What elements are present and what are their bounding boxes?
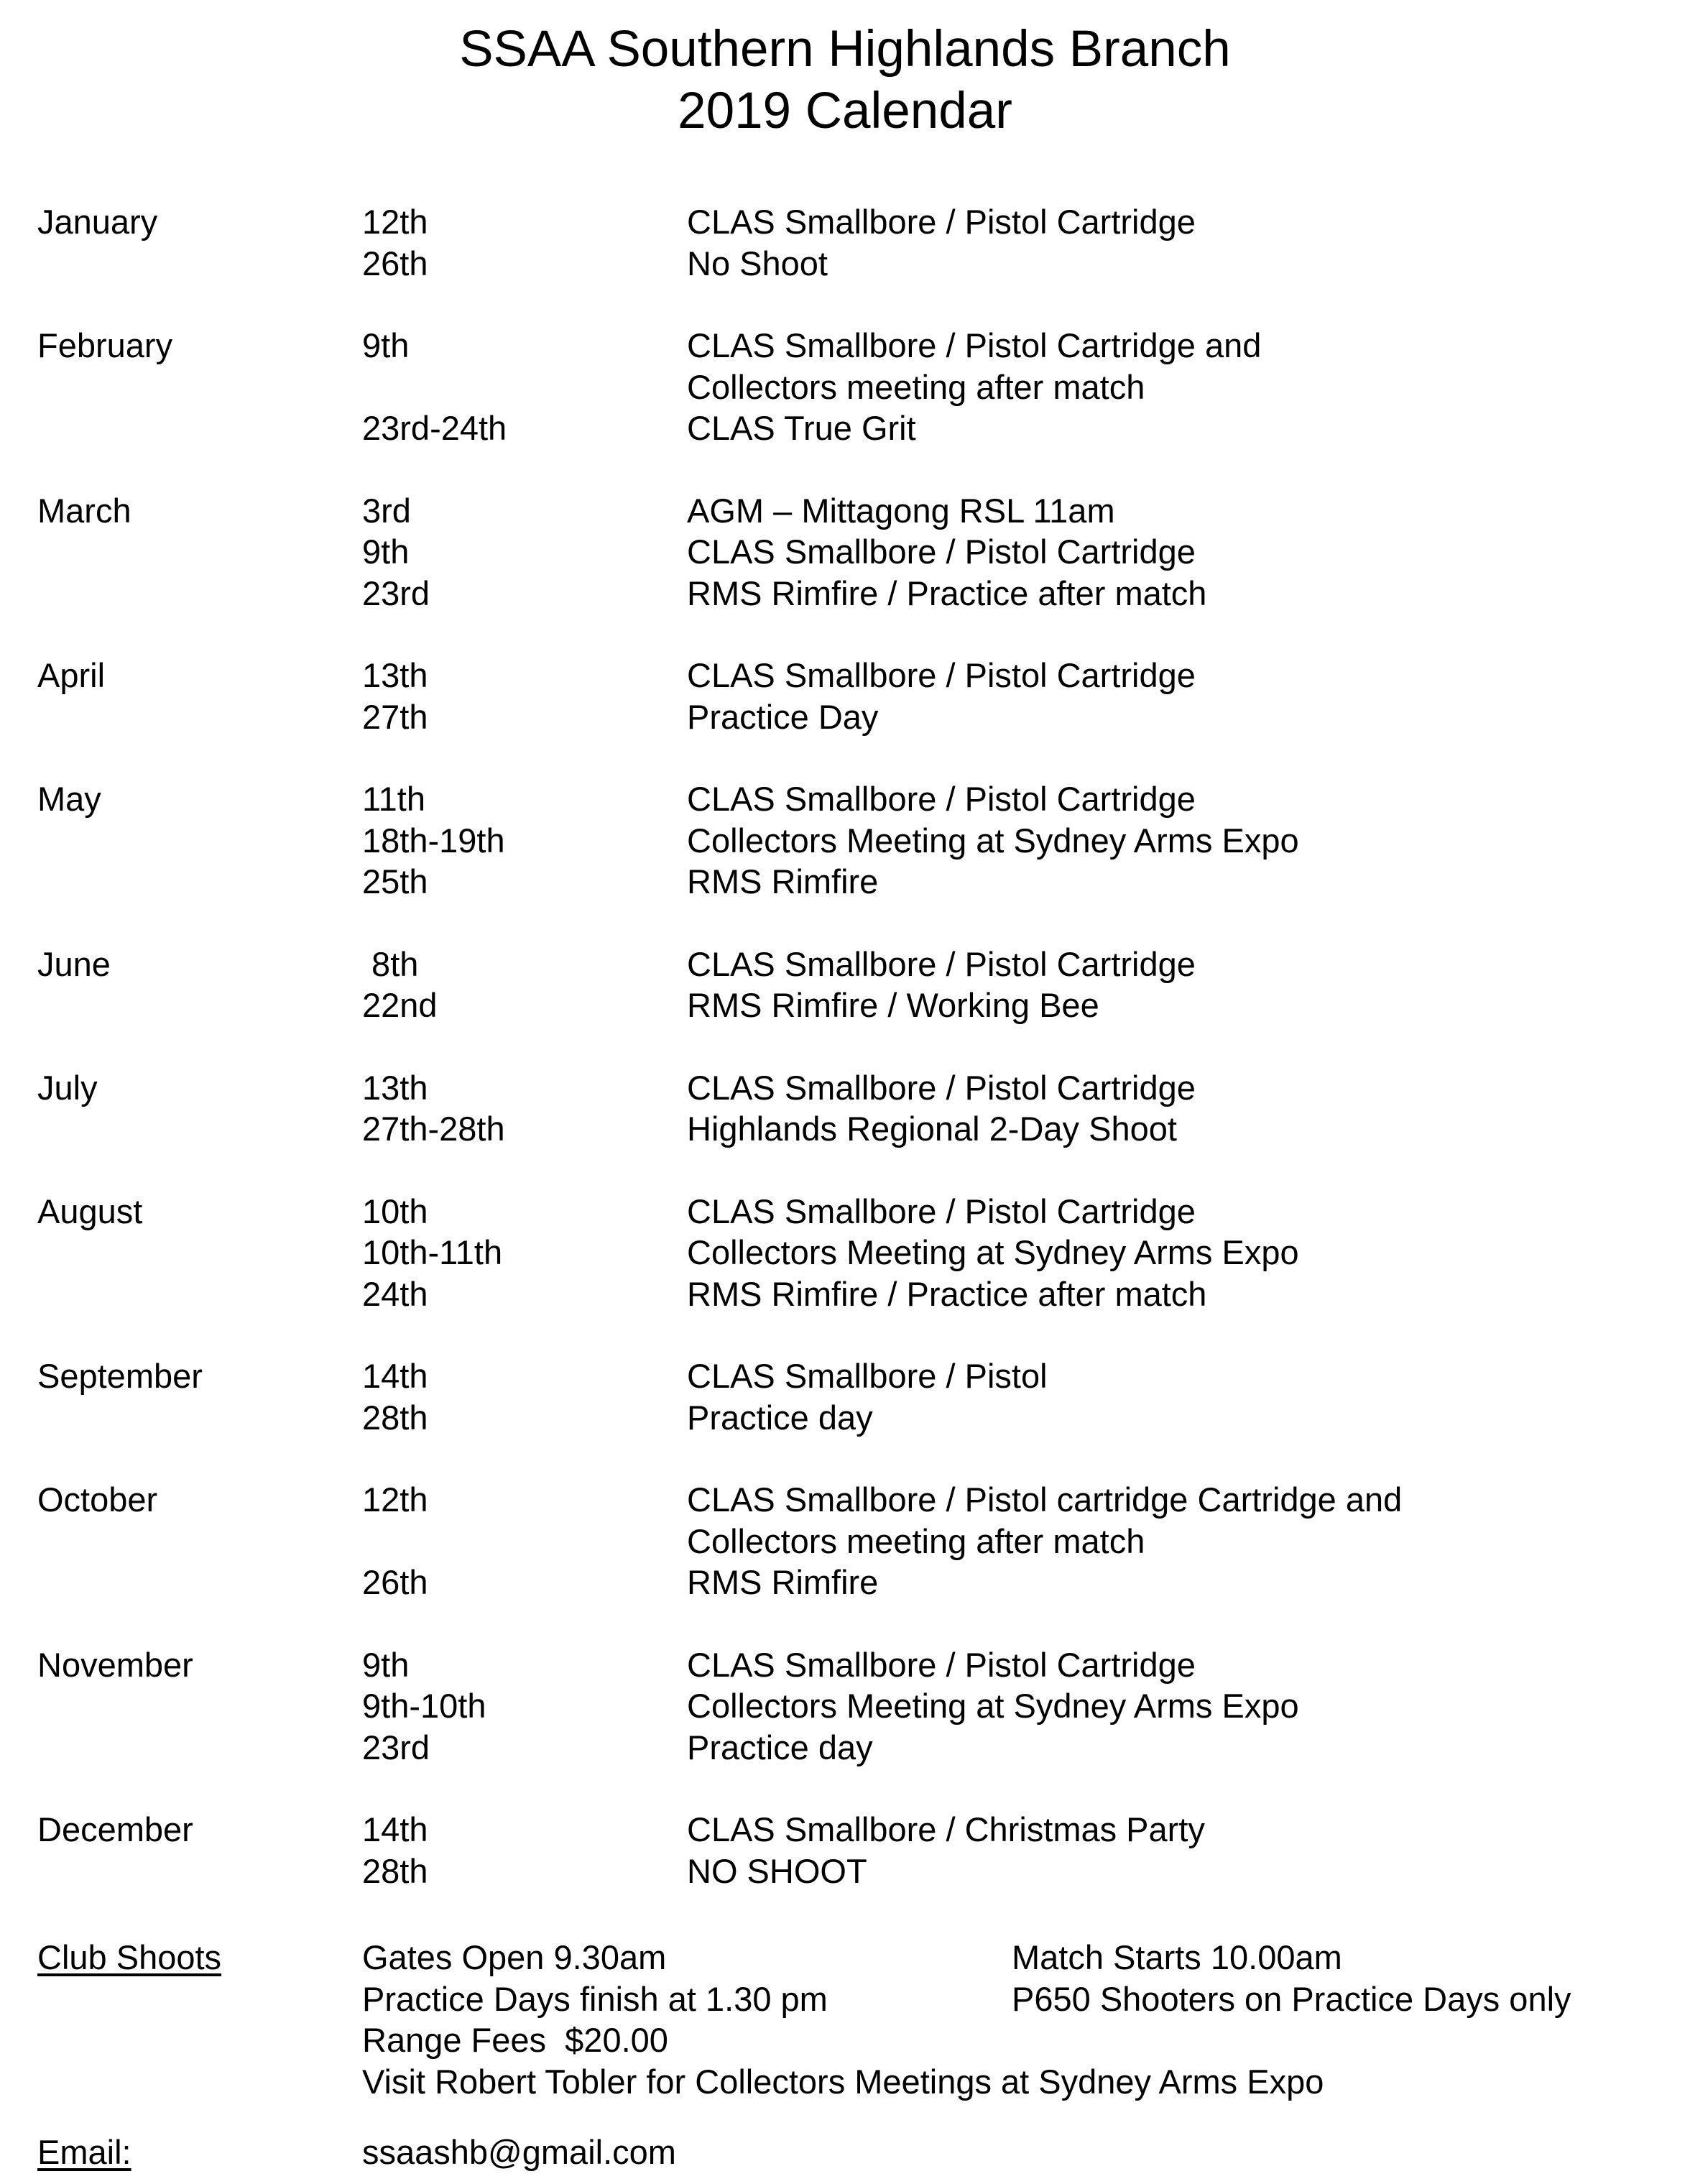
calendar-row (37, 367, 1661, 408)
visit-text: Visit Robert Tobler for Collectors Meetings at Sydney Arms Expo (362, 2062, 1324, 2101)
calendar-row (37, 243, 1661, 285)
club-shoots-section (37, 1937, 1661, 2102)
event-date: 8th (362, 944, 419, 983)
calendar-list (37, 201, 1661, 1932)
month-block (37, 1355, 1661, 1438)
month-block (37, 1191, 1661, 1315)
event-description: CLAS Smallbore / Pistol Cartridge (687, 656, 1196, 694)
month-label: August (37, 1192, 143, 1230)
gates-open-text: Gates Open 9.30am (362, 1938, 667, 1976)
email-label: Email: (37, 2133, 131, 2171)
event-date: 13th (362, 656, 428, 694)
event-date: 28th (362, 1851, 428, 1890)
event-description: AGM – Mittagong RSL 11am (687, 491, 1115, 530)
calendar-row (37, 944, 1661, 985)
calendar-row (37, 778, 1661, 820)
calendar-row (37, 985, 1661, 1026)
event-date: 26th (362, 1563, 428, 1601)
event-description: Collectors Meeting at Sydney Arms Expo (687, 1233, 1299, 1271)
club-shoots-row (37, 1937, 1661, 1978)
event-description: CLAS Smallbore / Pistol Cartridge and (687, 326, 1262, 364)
event-description: CLAS Smallbore / Pistol Cartridge (687, 533, 1196, 571)
event-description: CLAS Smallbore / Pistol (687, 1357, 1048, 1395)
calendar-row (37, 490, 1661, 532)
month-block (37, 1809, 1661, 1892)
event-date: 23rd (362, 1728, 430, 1766)
calendar-row (37, 1108, 1661, 1150)
calendar-row (37, 201, 1661, 243)
month-label: February (37, 326, 173, 364)
month-block (37, 655, 1661, 737)
calendar-row (37, 1562, 1661, 1603)
calendar-row (37, 531, 1661, 573)
event-date: 23rd-24th (362, 409, 507, 447)
calendar-row (37, 1273, 1661, 1315)
event-date: 10th-11th (362, 1233, 503, 1271)
event-date: 10th (362, 1192, 428, 1230)
event-date: 9th (362, 326, 410, 364)
event-description: Practice Day (687, 697, 879, 736)
event-date: 12th (362, 1480, 428, 1519)
page-subtitle: 2019 Calendar (678, 83, 1012, 139)
range-fees-text: Range Fees $20.00 (362, 2021, 668, 2059)
month-label: April (37, 656, 106, 694)
event-description: CLAS Smallbore / Pistol Cartridge (687, 1645, 1196, 1684)
email-section (37, 2132, 1661, 2173)
event-date: 9th (362, 533, 410, 571)
p650-text: P650 Shooters on Practice Days only (1012, 1979, 1571, 2018)
event-date: 27th-28th (362, 1110, 505, 1148)
club-shoots-row (37, 2061, 1661, 2103)
calendar-row (37, 1397, 1661, 1439)
club-shoots-row (37, 1978, 1661, 2020)
event-description: RMS Rimfire / Practice after match (687, 573, 1207, 612)
calendar-row (37, 1851, 1661, 1892)
event-description: Collectors meeting after match (687, 1521, 1145, 1560)
event-date: 14th (362, 1357, 428, 1395)
event-description: CLAS Smallbore / Pistol Cartridge (687, 1192, 1196, 1230)
calendar-row (37, 1809, 1661, 1851)
event-date: 13th (362, 1068, 428, 1107)
event-date: 24th (362, 1274, 428, 1313)
calendar-row (37, 407, 1661, 449)
event-date: 14th (362, 1810, 428, 1848)
month-label: November (37, 1645, 193, 1684)
event-date: 12th (362, 203, 428, 241)
event-description: Practice day (687, 1728, 873, 1766)
month-block (37, 944, 1661, 1026)
event-description: CLAS Smallbore / Pistol Cartridge (687, 203, 1196, 241)
event-date: 3rd (362, 491, 411, 530)
event-date: 23rd (362, 573, 430, 612)
month-label: September (37, 1357, 203, 1395)
event-description: CLAS Smallbore / Pistol Cartridge (687, 944, 1196, 983)
event-description: RMS Rimfire / Working Bee (687, 986, 1099, 1024)
event-date: 26th (362, 244, 428, 282)
event-description: CLAS Smallbore / Pistol Cartridge (687, 780, 1196, 818)
event-description: CLAS True Grit (687, 409, 916, 447)
month-block (37, 778, 1661, 903)
event-date: 28th (362, 1398, 428, 1437)
club-shoots-label: Club Shoots (37, 1938, 222, 1976)
calendar-row (37, 861, 1661, 903)
month-label: October (37, 1480, 158, 1519)
month-block (37, 1067, 1661, 1150)
month-block (37, 490, 1661, 614)
event-description: RMS Rimfire (687, 862, 879, 900)
month-block (37, 201, 1661, 284)
event-description: Collectors Meeting at Sydney Arms Expo (687, 821, 1299, 860)
event-date: 9th-10th (362, 1687, 486, 1725)
month-label: July (37, 1068, 98, 1107)
event-description: Highlands Regional 2-Day Shoot (687, 1110, 1177, 1148)
calendar-row (37, 1191, 1661, 1232)
event-date: 11th (362, 780, 425, 818)
calendar-row (37, 1521, 1661, 1562)
month-label: January (37, 203, 158, 241)
event-description: CLAS Smallbore / Pistol Cartridge (687, 1068, 1196, 1107)
event-date: 27th (362, 697, 428, 736)
event-description: RMS Rimfire / Practice after match (687, 1274, 1207, 1313)
event-description: CLAS Smallbore / Christmas Party (687, 1810, 1205, 1848)
calendar-row (37, 325, 1661, 367)
month-block (37, 325, 1661, 449)
month-label: December (37, 1810, 193, 1848)
calendar-row (37, 1727, 1661, 1769)
month-label: May (37, 780, 101, 818)
page-title: SSAA Southern Highlands Branch (459, 21, 1231, 78)
event-date: 18th-19th (362, 821, 505, 860)
event-description: Practice day (687, 1398, 873, 1437)
month-label: June (37, 944, 111, 983)
month-block (37, 1479, 1661, 1603)
month-block (37, 1644, 1661, 1769)
match-starts-text: Match Starts 10.00am (1012, 1938, 1342, 1976)
calendar-row (37, 1355, 1661, 1397)
email-address[interactable]: ssaashb@gmail.com (362, 2133, 676, 2171)
practice-finish-text: Practice Days finish at 1.30 pm (362, 1979, 828, 2018)
calendar-row (37, 655, 1661, 696)
calendar-row (37, 573, 1661, 614)
email-row (37, 2132, 1661, 2173)
club-shoots-row (37, 2019, 1661, 2061)
event-date: 25th (362, 862, 428, 900)
month-label: March (37, 491, 131, 530)
event-description: Collectors Meeting at Sydney Arms Expo (687, 1687, 1299, 1725)
event-date: 9th (362, 1645, 410, 1684)
calendar-row (37, 1644, 1661, 1686)
event-description: RMS Rimfire (687, 1563, 879, 1601)
calendar-row (37, 1067, 1661, 1109)
calendar-row (37, 820, 1661, 862)
event-date: 22nd (362, 986, 438, 1024)
calendar-row (37, 1479, 1661, 1521)
event-description: CLAS Smallbore / Pistol cartridge Cartridge and (687, 1480, 1403, 1519)
event-description: NO SHOOT (687, 1851, 867, 1890)
event-description: Collectors meeting after match (687, 367, 1145, 406)
calendar-row (37, 1685, 1661, 1727)
event-description: No Shoot (687, 244, 828, 282)
calendar-row (37, 1232, 1661, 1273)
calendar-row (37, 696, 1661, 738)
